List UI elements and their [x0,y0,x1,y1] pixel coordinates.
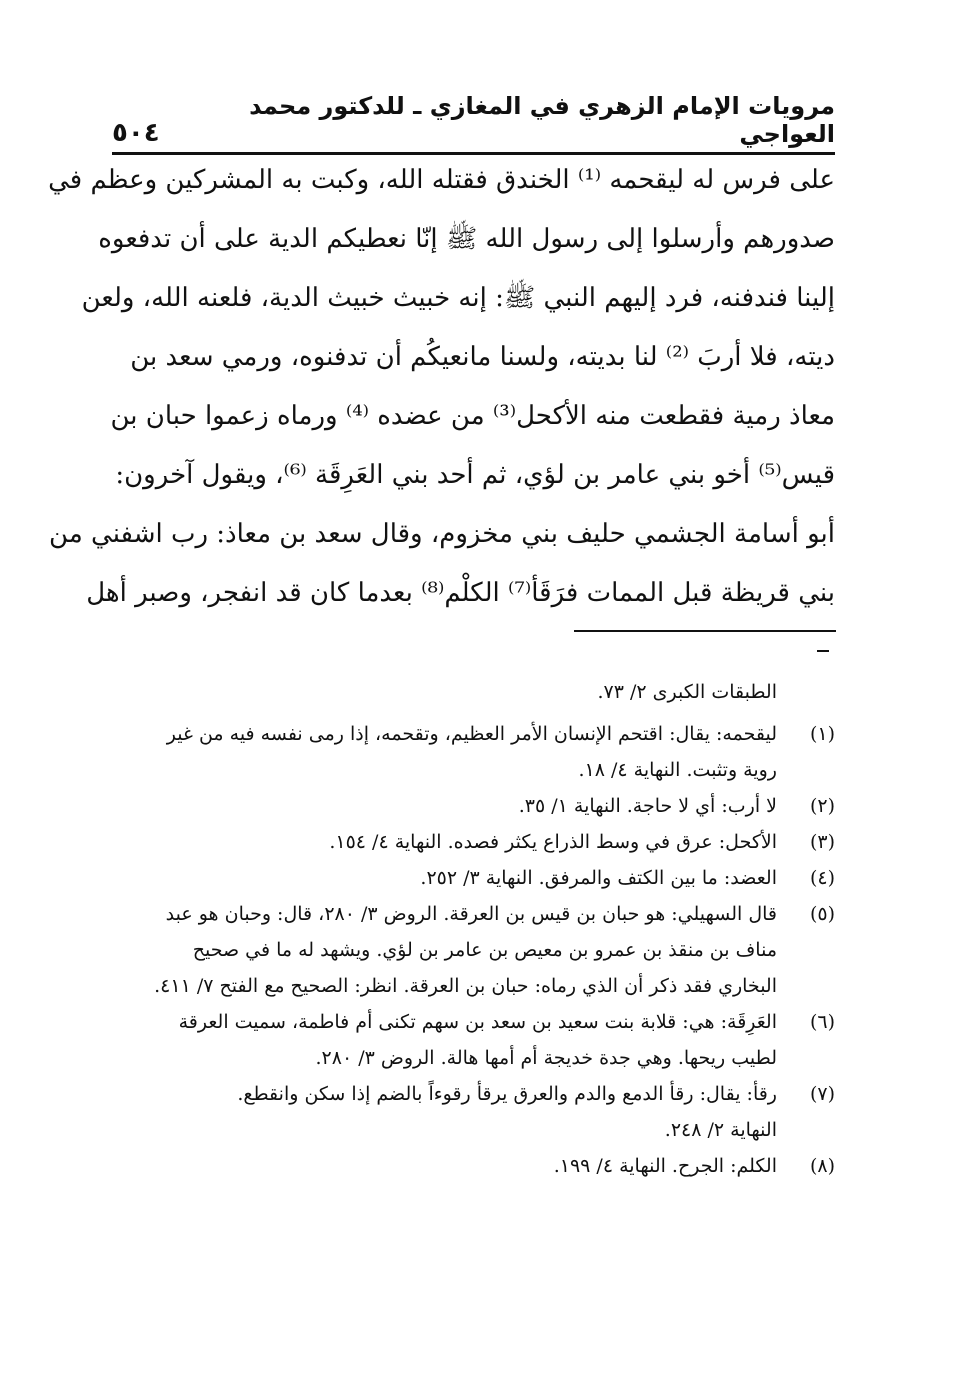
footnote [112,824,835,860]
footnote [112,1076,835,1148]
body-line: معاذ رمية فقطعت منه الأكحل⁽³⁾ من عضده ⁽⁴⁾ ورماه زعموا حبان بن [110,401,835,431]
footnote-line: لطيب ريحها. وهي جدة خديجة أم أمها هالة. الروض ٣/ ٢٨٠. [315,1047,777,1069]
footnote-separator [574,630,836,632]
footnote-line: العضد: ما بين الكتف والمرفق. النهاية ٣/ ٢٥٢. [420,867,777,889]
footnote-line: رقأ: يقال: رقأ الدمع والدم والعرق يرقأ رقوءاً بالضم إذا سكن وانقطع. [237,1083,777,1105]
body-line: على فرس له ليقحمه ⁽¹⁾ الخندق فقتله الله، وكبت به المشركين وعظم في [48,165,835,195]
page-header [112,92,835,155]
footnote [112,1148,835,1184]
footnote-number: (٦) [809,1011,835,1033]
footnote-line: الكلم: الجرح. النهاية ٤/ ١٩٩. [553,1155,777,1177]
body-line: أبو أسامة الجشمي حليف بني مخزوم، وقال سعد بن معاذ: رب اشفني من [49,519,835,549]
footnote-number: (٧) [809,1083,835,1105]
footnote-line: روية وتثبت. النهاية ٤/ ١٨. [578,759,777,781]
footnote-line: النهاية ٢/ ٢٤٨. [664,1119,777,1141]
footnote-line: قال السهيلي: هو حبان بن قيس بن العرقة. الروض ٣/ ٢٨٠، قال: وحبان هو عبد [165,903,777,925]
footnote-number: (٨) [809,1155,835,1177]
footnote-number: (٢) [809,795,835,817]
footnote-line: ليقحمه: يقال: اقتحم الإنسان الأمر العظيم، وتقحمه، إذا رمى نفسه فيه من غير [166,723,777,745]
footnote [112,896,835,1004]
page-number: ٥٠٤ [112,118,160,148]
footnote-number: (٤) [809,867,835,889]
footnote-number: (١) [809,723,835,745]
footnote-continuation: الطبقات الكبرى ٢/ ٧٣. [597,681,777,703]
footnote-number: (٥) [809,903,835,925]
main-text [48,158,835,630]
footnote [112,788,835,824]
footnote [112,716,835,788]
body-line: ديته، فلا أربَ ⁽²⁾ لنا بديته، ولسنا مانعيكُم أن تدفنوه، ورمي سعد بن [130,342,835,372]
footnotes [112,672,835,1184]
body-line: بني قريظة قبل الممات فرَقَأ⁽⁷⁾ الكلْم⁽⁸⁾ بعدما كان قد انفجر، وصبر أهل [86,578,835,608]
footnote-line: لا أرب: أي لا حاجة. النهاية ١/ ٣٥. [518,795,777,817]
running-title: مرويات الإمام الزهري في المغازي ـ للدكتور محمد العواجي [249,92,835,148]
footnote-line: الأكحل: عرق في وسط الذراع يكثر فصده. النهاية ٤/ ١٥٤. [329,831,777,853]
body-line: قيس⁽⁵⁾ أخو بني عامر بن لؤي، ثم أحد بني العَرِقَة ⁽⁶⁾، ويقول آخرون: [115,460,835,490]
separator-mark [817,650,829,652]
footnote [112,1004,835,1076]
footnote [112,860,835,896]
body-line: صدورهم وأرسلوا إلى رسول الله ﷺ إنّا نعطيكم الدية على أن تدفعوه [98,224,835,254]
footnote-line: العَرِقَة: هي: قلابة بنت سعيد بن سعد بن سهم تكنى أم فاطمة، سميت العرقة [178,1011,777,1033]
footnote-line: مناف بن منقذ بن عمرو بن معيص بن عامر بن لؤي. ويشهد له ما في صحيح [192,939,777,961]
footnote-number: (٣) [809,831,835,853]
body-line: إلينا فندفنه، فرد إليهم النبي ﷺ: إنه خبيث خبيث الدية، فلعنه الله، ولعن [81,283,835,313]
footnote-line: البخاري فقد ذكر أن الذي رماه: حبان بن العرقة. انظر: الصحيح مع الفتح ٧/ ٤١١. [154,975,777,997]
